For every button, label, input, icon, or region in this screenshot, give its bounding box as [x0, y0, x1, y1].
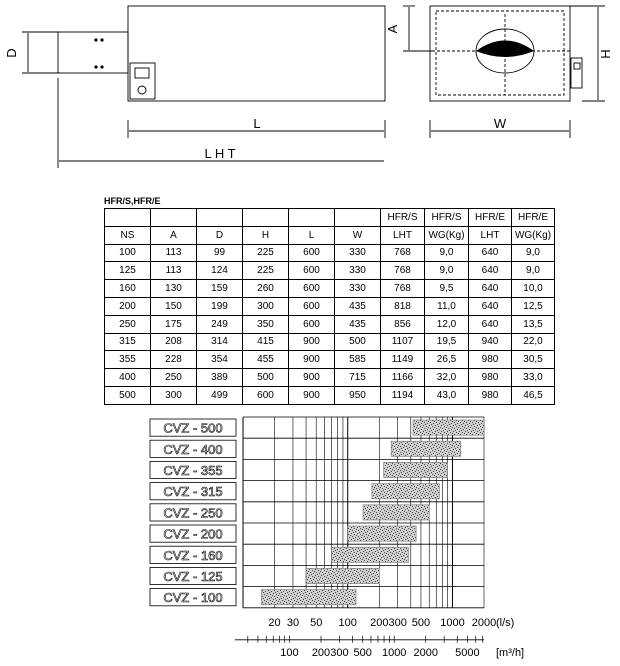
table-cell: 159: [197, 280, 243, 298]
table-row: [105, 315, 555, 333]
table-cell: 330: [335, 280, 381, 298]
dim-label-d: D: [4, 48, 19, 58]
table-cell: 455: [243, 351, 289, 369]
x-tick-label: 100: [338, 616, 357, 629]
x-tick-label: 20: [268, 616, 281, 629]
table-cell: 99: [197, 244, 243, 262]
table-cell: 150: [151, 297, 197, 315]
category-label: CVZ - 315: [163, 484, 223, 500]
table-cell: 10,0: [512, 280, 555, 298]
technical-drawing: [0, 0, 620, 200]
table-cell: 600: [289, 315, 335, 333]
category-label: CVZ - 250: [163, 505, 223, 521]
table-cell: HFR/S: [425, 209, 469, 227]
table-cell: 208: [151, 333, 197, 351]
m3h-tick-label: 100: [280, 646, 299, 659]
table-cell: 415: [243, 333, 289, 351]
table-cell: 900: [289, 386, 335, 404]
table-cell: 19,5: [425, 333, 469, 351]
range-bar: [348, 526, 416, 541]
table-cell: 435: [335, 315, 381, 333]
table-cell: 33,0: [512, 369, 555, 387]
range-bar: [306, 568, 379, 583]
table-header-row: [105, 226, 555, 244]
m3h-tick-label: 1000: [381, 646, 407, 659]
table-cell: 260: [243, 280, 289, 298]
table-cell: NS: [105, 226, 151, 244]
table-cell: 249: [197, 315, 243, 333]
table-cell: 980: [469, 351, 512, 369]
table-cell: H: [243, 226, 289, 244]
table-cell: 9,0: [512, 244, 555, 262]
table-row: [105, 351, 555, 369]
category-label: CVZ - 355: [163, 463, 223, 478]
table-cell: 900: [289, 333, 335, 351]
table-cell: [289, 209, 335, 227]
table-cell: 355: [105, 351, 151, 369]
m3h-tick-label: 300: [330, 646, 349, 659]
table-row: [105, 280, 555, 298]
table-cell: HFR/E: [512, 209, 555, 227]
category-label: CVZ - 125: [163, 569, 223, 584]
m3h-tick-label: 2000: [413, 646, 438, 659]
table-cell: 500: [243, 369, 289, 387]
table-cell: W: [335, 226, 381, 244]
table-cell: 600: [289, 262, 335, 280]
table-cell: 43,0: [425, 386, 469, 404]
table-cell: 980: [469, 386, 512, 404]
x-tick-label: 30: [286, 616, 300, 629]
m3h-tick-label: 500: [353, 646, 372, 659]
table-cell: 1166: [381, 369, 425, 387]
damper-blade: [476, 41, 534, 58]
category-label: CVZ - 500: [163, 420, 223, 436]
table-cell: 46,5: [512, 386, 555, 404]
table-cell: 113: [151, 244, 197, 262]
table-cell: A: [151, 226, 197, 244]
table-cell: 12,0: [425, 315, 469, 333]
table-cell: 980: [469, 369, 512, 387]
table-cell: 640: [469, 280, 512, 298]
x-tick-label: 50: [310, 616, 323, 629]
range-bar: [372, 484, 440, 499]
table-cell: 768: [381, 262, 425, 280]
range-bar: [384, 462, 448, 477]
range-bar: [413, 420, 484, 435]
category-label: CVZ - 200: [163, 526, 223, 542]
table-cell: 640: [469, 297, 512, 315]
table-cell: LHT: [469, 226, 512, 244]
range-bar: [332, 547, 409, 562]
x-axis-unit-m3h: [m³/h]: [496, 646, 525, 659]
category-label: CVZ - 100: [163, 590, 223, 606]
airflow-range-chart: [140, 412, 540, 666]
dim-label-lht: L H T: [204, 146, 236, 161]
table-cell: 640: [469, 262, 512, 280]
table-cell: 30,5: [512, 351, 555, 369]
table-cell: 330: [335, 244, 381, 262]
range-bar: [363, 505, 429, 520]
x-tick-label: 1000: [440, 616, 465, 629]
table-cell: 350: [243, 315, 289, 333]
table-cell: 500: [105, 386, 151, 404]
table-cell: 13,5: [512, 315, 555, 333]
damper-body-side: [128, 6, 385, 101]
table-cell: 640: [469, 244, 512, 262]
table-cell: 9,5: [425, 280, 469, 298]
table-cell: 818: [381, 297, 425, 315]
table-cell: 900: [289, 369, 335, 387]
x-axis-unit-ls: (l/s): [496, 616, 515, 629]
table-cell: 900: [289, 351, 335, 369]
table-cell: 225: [243, 262, 289, 280]
table-row: [105, 333, 555, 351]
table-cell: LHT: [381, 226, 425, 244]
table-cell: 300: [243, 297, 289, 315]
table-cell: 9,0: [512, 262, 555, 280]
control-knob: [138, 86, 146, 94]
table-cell: 715: [335, 369, 381, 387]
dim-label-l: L: [253, 116, 261, 131]
table-cell: 768: [381, 244, 425, 262]
table-cell: 199: [197, 297, 243, 315]
table-cell: 12,5: [512, 297, 555, 315]
table-cell: 585: [335, 351, 381, 369]
category-label: CVZ - 160: [163, 547, 223, 563]
table-cell: 250: [105, 315, 151, 333]
dim-label-h: H: [598, 49, 613, 59]
table-cell: 856: [381, 315, 425, 333]
table-cell: 950: [335, 386, 381, 404]
table-cell: D: [197, 226, 243, 244]
table-cell: 600: [289, 244, 335, 262]
table-cell: 175: [151, 315, 197, 333]
table-cell: 435: [335, 297, 381, 315]
x-tick-label: 2000: [471, 616, 497, 629]
table-cell: 160: [105, 280, 151, 298]
table-cell: 22,0: [512, 333, 555, 351]
range-bar: [261, 590, 356, 605]
table-cell: 330: [335, 262, 381, 280]
m3h-tick-label: 5000: [455, 646, 480, 659]
table-cell: 9,0: [425, 244, 469, 262]
table-cell: 315: [105, 333, 151, 351]
table-cell: 354: [197, 351, 243, 369]
table-cell: 200: [105, 297, 151, 315]
actuator-box: [58, 32, 128, 73]
table-cell: 26,5: [425, 351, 469, 369]
table-cell: 500: [335, 333, 381, 351]
table-cell: 228: [151, 351, 197, 369]
x-tick-label: 200: [370, 616, 389, 629]
table-cell: 113: [151, 262, 197, 280]
dim-label-a: A: [385, 24, 400, 34]
table-cell: 300: [151, 386, 197, 404]
table-cell: [151, 209, 197, 227]
m3h-tick-label: 200: [311, 646, 331, 659]
table-cell: [197, 209, 243, 227]
table-cell: 250: [151, 369, 197, 387]
table-row: [105, 244, 555, 262]
table-header-row: [105, 209, 555, 227]
table-cell: HFR/S: [381, 209, 425, 227]
table-cell: [335, 209, 381, 227]
table-cell: 9,0: [425, 262, 469, 280]
table-cell: HFR/E: [469, 209, 512, 227]
table-cell: 225: [243, 244, 289, 262]
table-cell: 1149: [381, 351, 425, 369]
x-tick-label: 500: [411, 616, 431, 629]
table-cell: WG(Kg): [425, 226, 469, 244]
table-cell: 32,0: [425, 369, 469, 387]
range-bar: [391, 441, 461, 456]
dim-label-w: W: [493, 116, 507, 131]
table-cell: 499: [197, 386, 243, 404]
table-cell: 768: [381, 280, 425, 298]
table-cell: 640: [469, 315, 512, 333]
table-cell: WG(Kg): [512, 226, 555, 244]
table-cell: 400: [105, 369, 151, 387]
table-cell: 600: [243, 386, 289, 404]
table-title: HFR/S,HFR/E: [104, 196, 161, 206]
table-cell: 314: [197, 333, 243, 351]
table-cell: 130: [151, 280, 197, 298]
spec-table: [104, 208, 555, 405]
front-actuator: [571, 58, 582, 88]
table-row: [105, 297, 555, 315]
table-cell: [243, 209, 289, 227]
table-row: [105, 262, 555, 280]
table-cell: 1107: [381, 333, 425, 351]
x-tick-label: 300: [388, 616, 407, 629]
table-row: [105, 386, 555, 404]
table-cell: 1194: [381, 386, 425, 404]
table-cell: 389: [197, 369, 243, 387]
table-row: [105, 369, 555, 387]
table-cell: 11,0: [425, 297, 469, 315]
table-cell: 940: [469, 333, 512, 351]
table-cell: 100: [105, 244, 151, 262]
table-cell: 600: [289, 280, 335, 298]
table-cell: 125: [105, 262, 151, 280]
category-label: CVZ - 400: [163, 441, 223, 457]
table-cell: 600: [289, 297, 335, 315]
table-cell: [105, 209, 151, 227]
table-cell: L: [289, 226, 335, 244]
table-cell: 124: [197, 262, 243, 280]
